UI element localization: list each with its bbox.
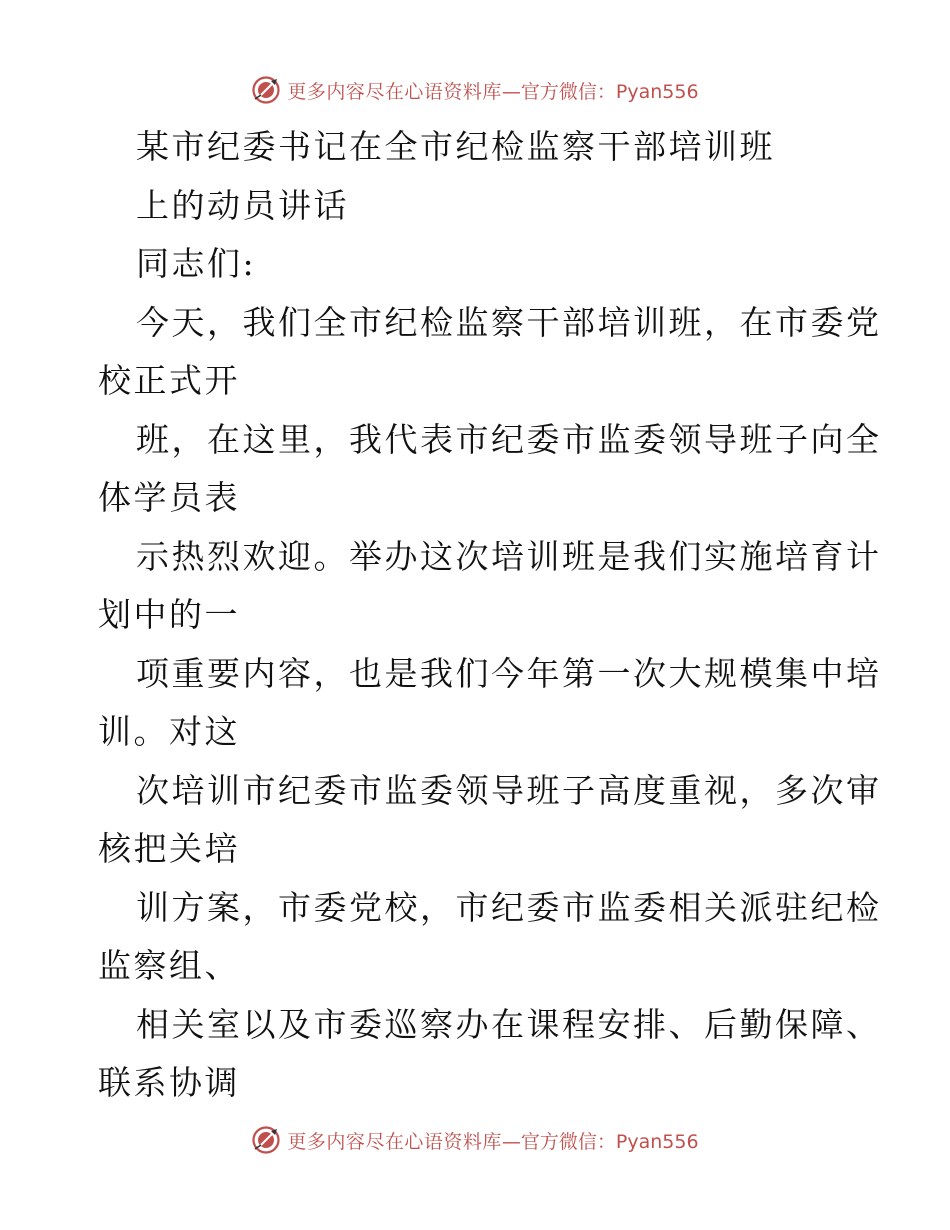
body-text-line: 划中的一 — [98, 595, 240, 634]
body-text-line: 班，在这里，我代表市纪委市监委领导班子向全 — [136, 419, 882, 459]
body-text-line: 监察组、 — [98, 946, 240, 985]
document-title-line-2: 上的动员讲话 — [136, 185, 349, 225]
body-text-line: 核把关培 — [98, 829, 240, 868]
header-banner — [0, 70, 950, 110]
body-text-line: 校正式开 — [98, 361, 240, 400]
body-text-line: 今天，我们全市纪检监察干部培训班，在市委党 — [136, 302, 882, 342]
document-title-line-1: 某市纪委书记在全市纪检监察干部培训班 — [136, 127, 775, 166]
banner-main-text: 更多内容尽在心语资料库 — [287, 1130, 502, 1153]
salutation: 同志们: — [136, 244, 257, 283]
body-text-line: 体学员表 — [98, 478, 240, 517]
body-text-line: 联系协调 — [98, 1063, 240, 1102]
body-text-line: 项重要内容，也是我们今年第一次大规模集中培 — [136, 653, 882, 693]
banner-wechat-text: —官方微信：Pyan556 — [501, 1130, 699, 1153]
quill-pen-seal-icon — [251, 1125, 281, 1155]
document-body — [98, 118, 882, 1113]
body-text-line: 示热烈欢迎。举办这次培训班是我们实施培育计 — [136, 536, 882, 576]
footer-banner — [0, 1120, 950, 1160]
body-text-line: 训方案，市委党校，市纪委市监委相关派驻纪检 — [136, 887, 882, 927]
body-text-line: 训。对这 — [98, 712, 240, 751]
banner-wechat-text: —官方微信：Pyan556 — [501, 80, 699, 103]
quill-pen-seal-icon — [251, 75, 281, 105]
body-text-line: 相关室以及市委巡察办在课程安排、后勤保障、 — [136, 1004, 882, 1044]
body-paragraph — [98, 294, 882, 1113]
body-text-line: 次培训市纪委市监委领导班子高度重视，多次审 — [136, 770, 882, 810]
banner-main-text: 更多内容尽在心语资料库 — [287, 80, 502, 103]
